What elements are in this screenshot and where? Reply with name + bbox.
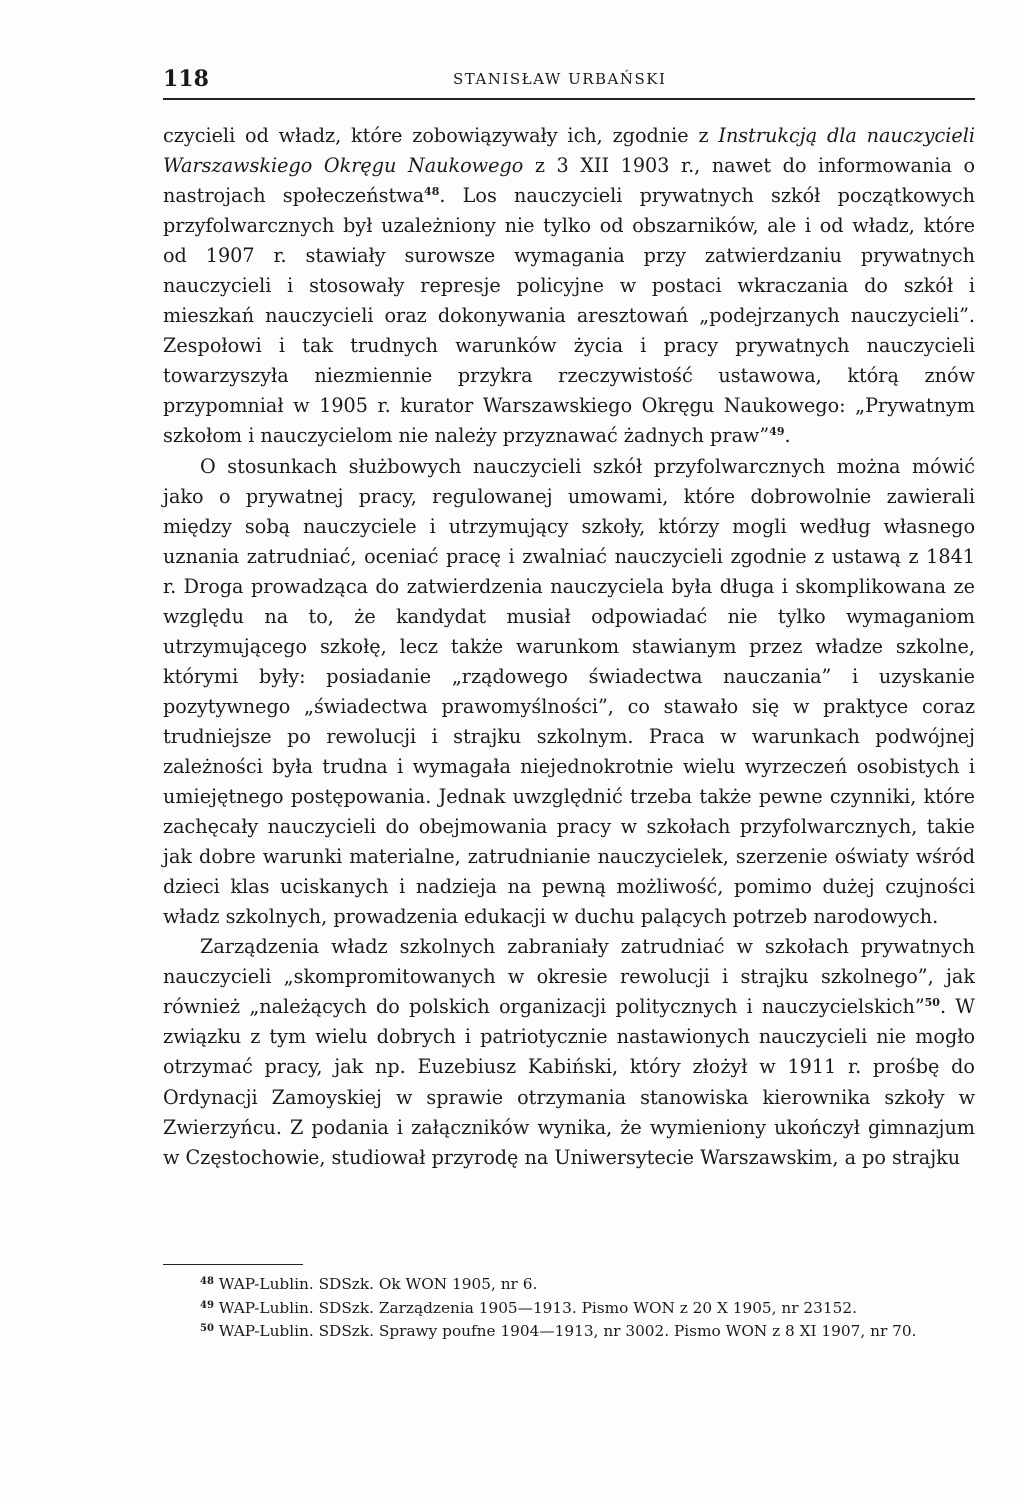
footnote-separator bbox=[163, 1264, 303, 1265]
footnote bbox=[163, 1320, 975, 1344]
text-segment: O stosunkach służbowych nauczycieli szkół przyfolwarcznych można mówić jako o prywatnej pracy, regulowanej umowami, które dobrowolnie zawierali między sobą nauczyciele i utrzymujący szkoły, którzy mogli według własnego uznania zatrudniać, oceniać pracę i zwalniać nauczycieli zgodnie z ustawą z 1841 r. Droga prowadząca do zatwierdzenia nauczyciela była długa i skomplikowana ze względu na to, że kandydat musiał odpowiadać nie tylko wymaganiom utrzymującego szkołę, lecz także warunkom stawianym przez władze szkolne, którymi były: posiadanie „rządowego świadectwa nauczania” i uzyskanie pozytywnego „świadectwa prawomyślności”, co stawało się w praktyce coraz trudniejsze po rewolucji i strajku szkolnym. Praca w warunkach podwójnej zależności była trudna i wymagała niejednokrotnie wielu wyrzeczeń osobistych i umiejętnego postępowania. Jednak uwzględnić trzeba także pewne czynniki, które zachęcały nauczycieli do obejmowania pracy w szkołach przyfolwarcznych, takie jak dobre warunki materialne, zatrudnianie nauczycielek, szerzenie oświaty wśród dzieci klas uciskanych i nadzieja na pewną możliwość, pomimo dużej czujności władz szkolnych, prowadzenia edukacji w duchu palących potrzeb narodowych. bbox=[163, 454, 975, 929]
footnote-text: WAP-Lublin. SDSzk. Ok WON 1905, nr 6. bbox=[213, 1275, 538, 1293]
footnote-ref[interactable]: 49 bbox=[769, 425, 785, 439]
footnote bbox=[163, 1297, 975, 1321]
footnotes bbox=[163, 1273, 975, 1344]
footnote-ref[interactable]: 48 bbox=[424, 185, 440, 199]
italic-title: Instrukcją dla nauczycieli Warszawskiego Okręgu Naukowego bbox=[163, 124, 975, 178]
main-text bbox=[163, 121, 975, 1173]
paragraph bbox=[163, 452, 975, 933]
running-head: STANISŁAW URBAŃSKI bbox=[453, 70, 667, 88]
footnote-text: WAP-Lublin. SDSzk. Zarządzenia 1905—1913. Pismo WON z 20 X 1905, nr 23152. bbox=[213, 1298, 857, 1317]
page-number: 118 bbox=[163, 66, 209, 92]
footnote-ref[interactable]: 50 bbox=[924, 996, 940, 1010]
footnote bbox=[163, 1273, 975, 1297]
paragraph bbox=[163, 121, 975, 452]
text-segment: . bbox=[784, 424, 791, 448]
footnote-number: 48 bbox=[200, 1276, 214, 1287]
page-header bbox=[163, 64, 975, 100]
text-segment: . Los nauczycieli prywatnych szkół początkowych przyfolwarcznych był uzależniony nie tylko od obszarników, ale i od władz, które od 1907 r. stawiały surowsze wymagania przy zatwierdzaniu prywatnych nauczycieli i stosowały represje policyjne w postaci wkraczania do szkół i mieszkań nauczycieli oraz dokonywania aresztowań „podejrzanych nauczycieli”. Zespołowi i tak trudnych warunków życia i pracy prywatnych nauczycieli towarzyszyła niezmiennie przykra rzeczywistość ustawowa, którą znów przypomniał w 1905 r. kurator Warszawskiego Okręgu Naukowego: „Prywatnym szkołom i nauczycielom nie należy przyznawać żadnych praw” bbox=[163, 184, 975, 448]
text-segment: . W związku z tym wielu dobrych i patriotycznie nastawionych nauczycieli nie mogło otrzymać pracy, jak np. Euzebiusz Kabiński, który złożył w 1911 r. prośbę do Ordynacji Zamoyskiej w sprawie otrzymania stanowiska kierownika szkoły w Zwierzyńcu. Z podania i załączników wynika, że wymieniony ukończył gimnazjum w Częstochowie, studiował przyrodę na Uniwersytecie Warszawskim, a po strajku bbox=[163, 995, 975, 1169]
footnote-text: WAP-Lublin. SDSzk. Sprawy poufne 1904—1913, nr 3002. Pismo WON z 8 XI 1907, nr 70. bbox=[213, 1322, 917, 1340]
text-segment: z 3 XII 1903 r., nawet do informowania o nastrojach społeczeństwa bbox=[163, 154, 976, 208]
text-segment: czycieli od władz, które zobowiązywały ich, zgodnie z bbox=[163, 124, 719, 147]
footnote-number: 49 bbox=[200, 1299, 214, 1311]
text-segment: Zarządzenia władz szkolnych zabraniały zatrudniać w szkołach prywatnych nauczycieli „skompromitowanych w okresie rewolucji i strajku szkolnego”, jak również „należących do polskich organizacji politycznych i nauczycielskich” bbox=[163, 935, 975, 1019]
footnote-number: 50 bbox=[200, 1323, 214, 1334]
paragraph bbox=[163, 932, 975, 1172]
